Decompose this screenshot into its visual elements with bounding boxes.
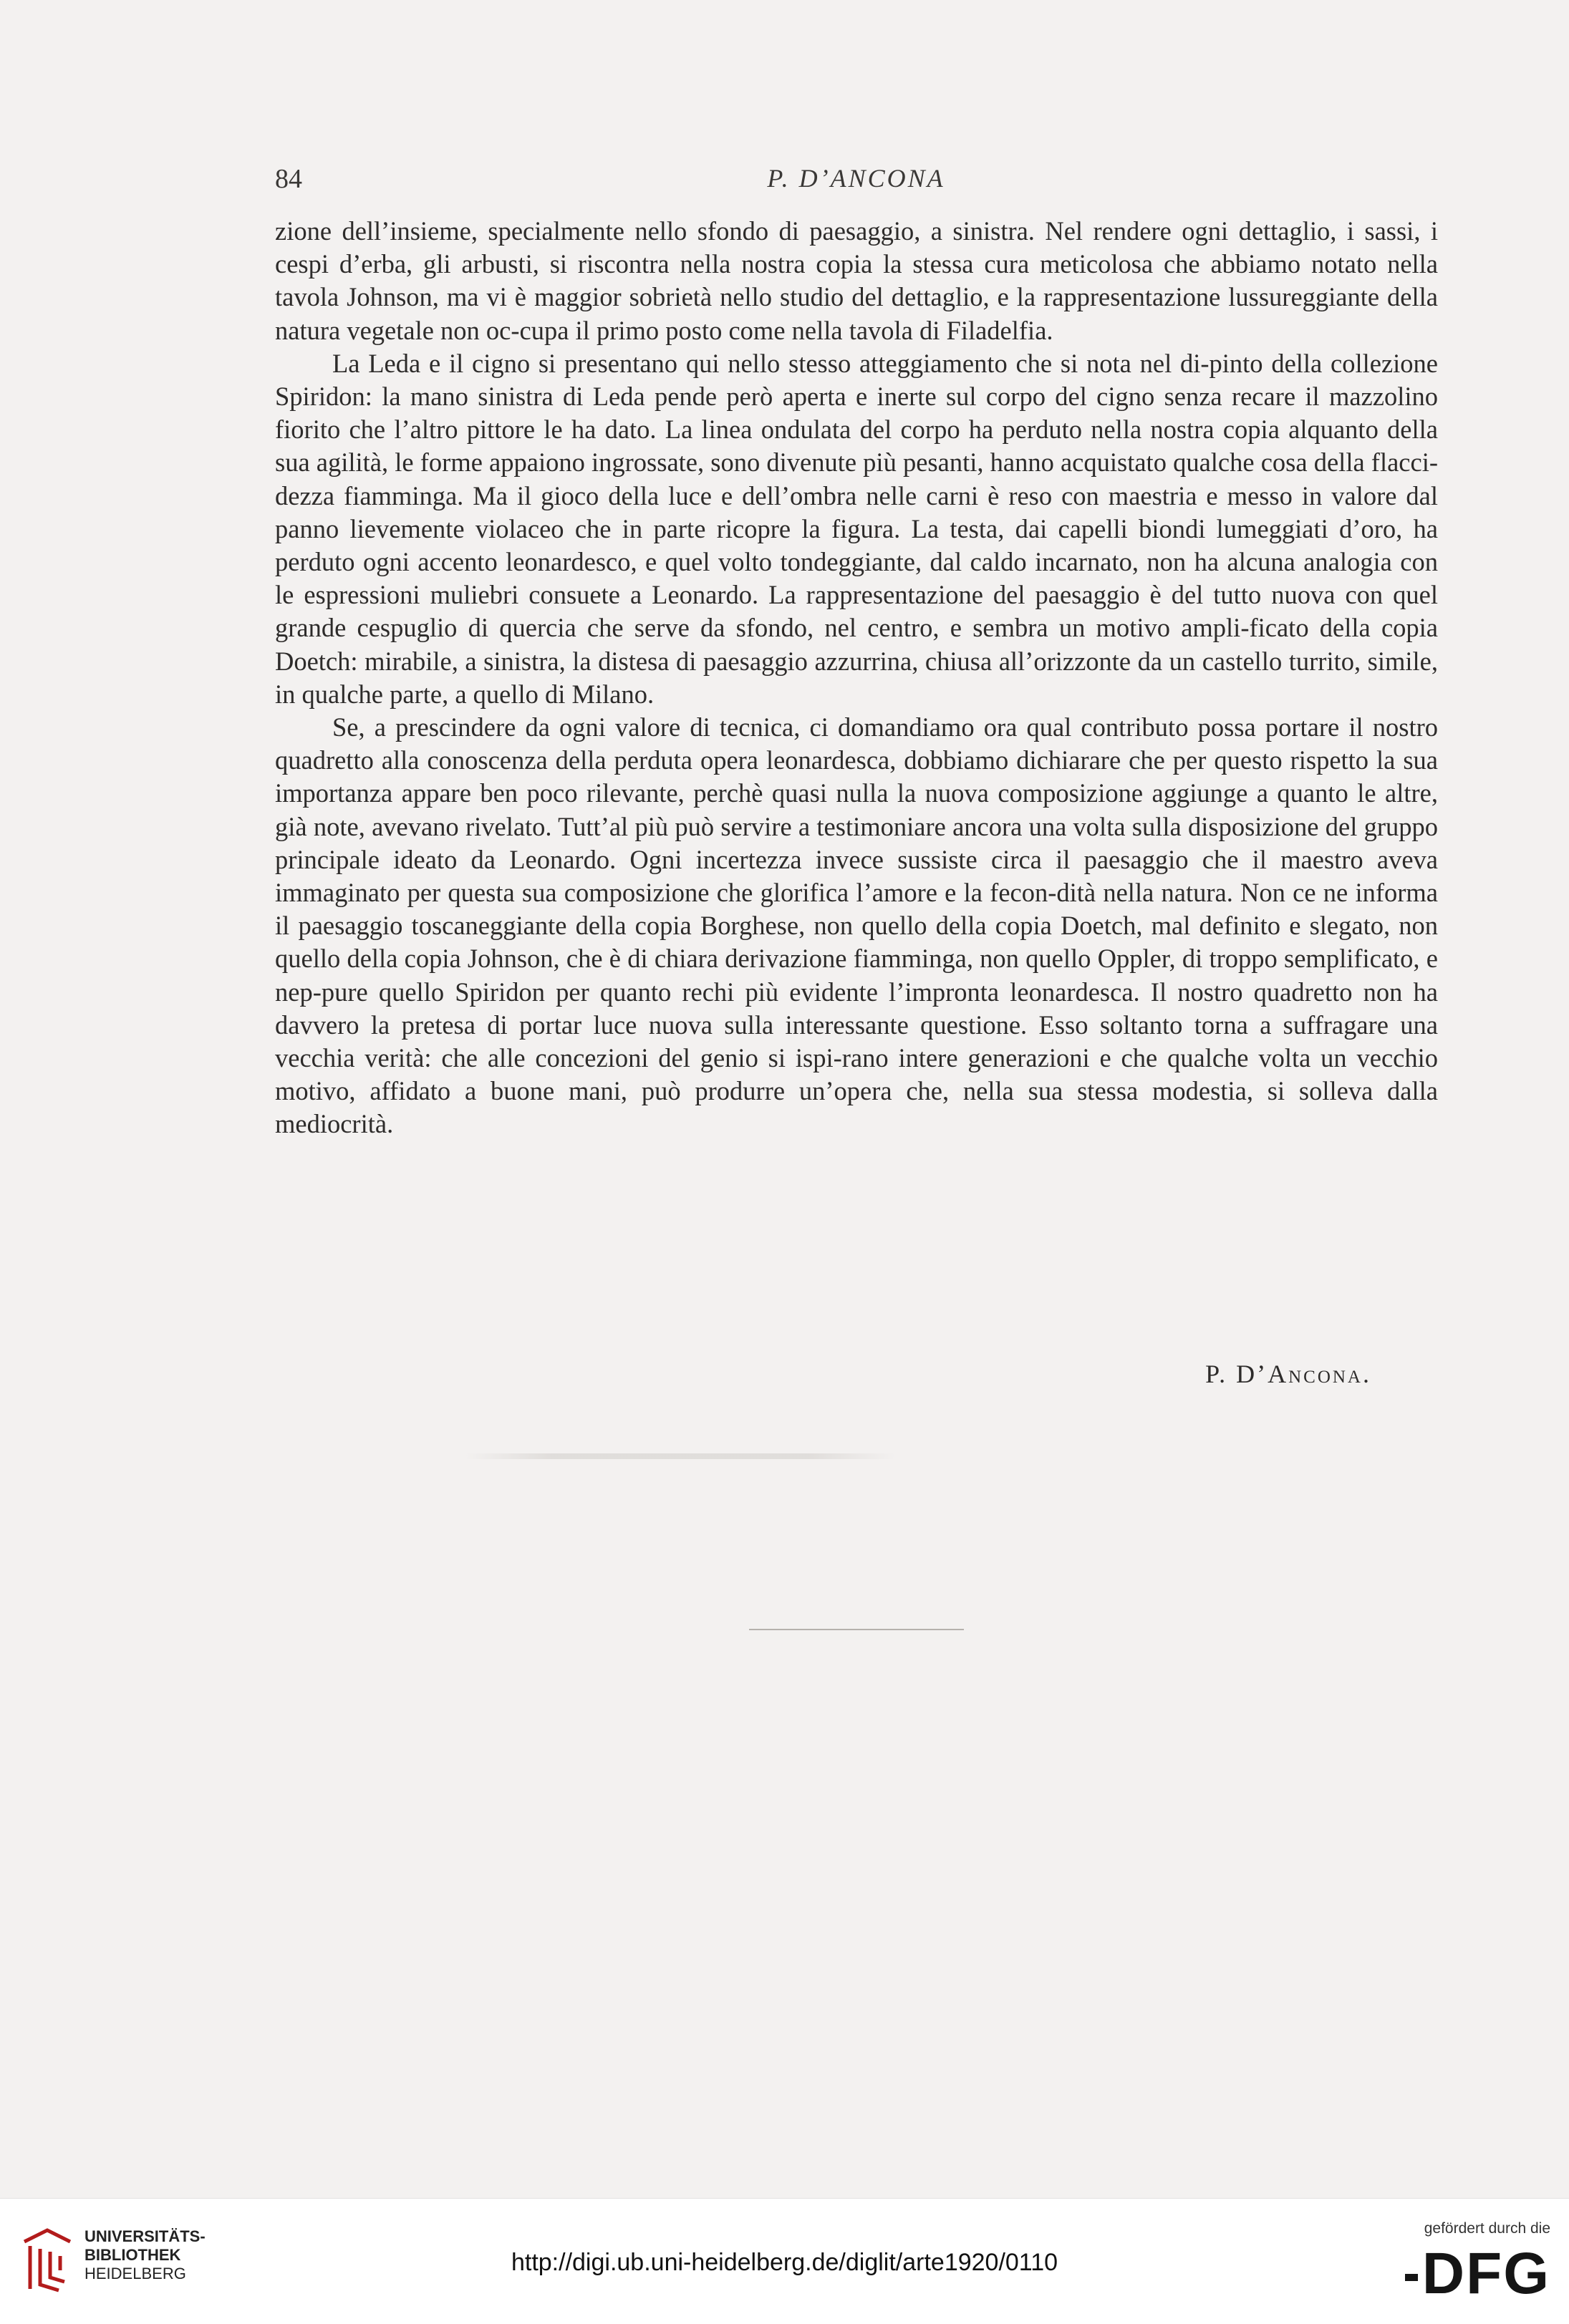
body-text <box>275 215 1438 1141</box>
library-name-line: HEIDELBERG <box>85 2265 186 2282</box>
dfg-logo: DFG <box>1405 2245 1550 2303</box>
paragraph: La Leda e il cigno si presentano qui nello stesso atteggiamento che si nota nel di-pinto della collezione Spiridon: la mano sinistra di Leda pende però aperta e inerte sul corpo del cigno senza recare il mazzolino fiorito che l’altro pittore le ha dato. La linea ondulata del corpo ha perduto nella nostra copia alquanto della sua agilità, le forme appaiono ingrossate, sono divenute più pesanti, hanno acquistato qualche cosa della flacci-dezza fiamminga. Ma il gioco della luce e dell’ombra nelle carni è reso con maestria e messo in valore dal panno lievemente violaceo che in parte ricopre la figura. La testa, dai capelli biondi lumeggiati d’oro, ha perduto ogni accento leonardesco, e quel volto tondeggiante, dal caldo incarnato, non ha alcuna analogia con le espressioni muliebri consuete a Leonardo. La rappresentazione del paesaggio è del tutto nuova con quel grande cespuglio di quercia che serve da sfondo, nel centro, e sembra un motivo ampli-ficato della copia Doetch: mirabile, a sinistra, la distesa di paesaggio azzurrina, chiusa all’orizzonte da un castello turrito, simile, in qualche parte, a quello di Milano. <box>275 348 1438 709</box>
author-signature: P. D’Ancona. <box>1205 1360 1371 1388</box>
library-name-line: UNIVERSITÄTS- <box>85 2227 206 2245</box>
running-title: P. D’ANCONA <box>767 164 945 193</box>
page-number: 84 <box>275 164 302 194</box>
faint-offset-line <box>465 1453 895 1459</box>
end-rule <box>749 1629 964 1630</box>
footer-bar <box>0 2198 1569 2324</box>
running-head <box>275 163 1437 203</box>
paragraph: Se, a prescindere da ogni valore di tecnica, ci domandiamo ora qual contributo possa portare il nostro quadretto alla conoscenza della perduta opera leonardesca, dobbiamo dichiarare che per questo rispetto la sua importanza appare ben poco rilevante, perchè quasi nulla la nuova composizione aggiunge a quanto le altre, già note, avevano rivelato. Tutt’al più può servire a testimoniare ancora una volta sulla disposizione del gruppo principale ideato da Leonardo. Ogni incertezza invece sussiste circa il paesaggio che il maestro aveva immaginato per questa sua composizione che glorifica l’amore e la fecon-dità nella natura. Non ce ne informa il paesaggio toscaneggiante della copia Borghese, non quello della copia Doetch, mal definito e slegato, non quello della copia Johnson, che è di chiara derivazione fiamminga, non quello Oppler, di troppo semplificato, e nep-pure quello Spiridon per quanto rechi più evidente l’impronta leonardesca. Il nostro quadretto non ha davvero la pretesa di portar luce nuova sulla interessante questione. Esso soltanto torna a suffragare una vecchia verità: che alle concezioni del genio si ispi-rano intere generazioni e che qualche volta un vecchio motivo, affidato a buone mani, può produrre un’opera che, nella sua stessa modestia, si solleva dalla mediocrità. <box>275 712 1438 1139</box>
funding-label: gefördert durch die <box>1424 2220 1550 2237</box>
funding-notice <box>1386 2220 1550 2306</box>
paragraph: zione dell’insieme, specialmente nello sfondo di paesaggio, a sinistra. Nel rendere ogni dettaglio, i sassi, i cespi d’erba, gli arbusti, si riscontra nella nostra copia la stessa cura meticolosa che abbiamo notato nella tavola Johnson, ma vi è maggior sobrietà nello studio del dettaglio, e la rappresentazione lussureggiante della natura vegetale non oc-cupa il primo posto come nella tavola di Filadelfia. <box>275 216 1438 345</box>
source-url-link[interactable]: http://digi.ub.uni-heidelberg.de/diglit/arte1920/0110 <box>511 2249 1058 2276</box>
library-name-line: BIBLIOTHEK <box>85 2246 181 2264</box>
